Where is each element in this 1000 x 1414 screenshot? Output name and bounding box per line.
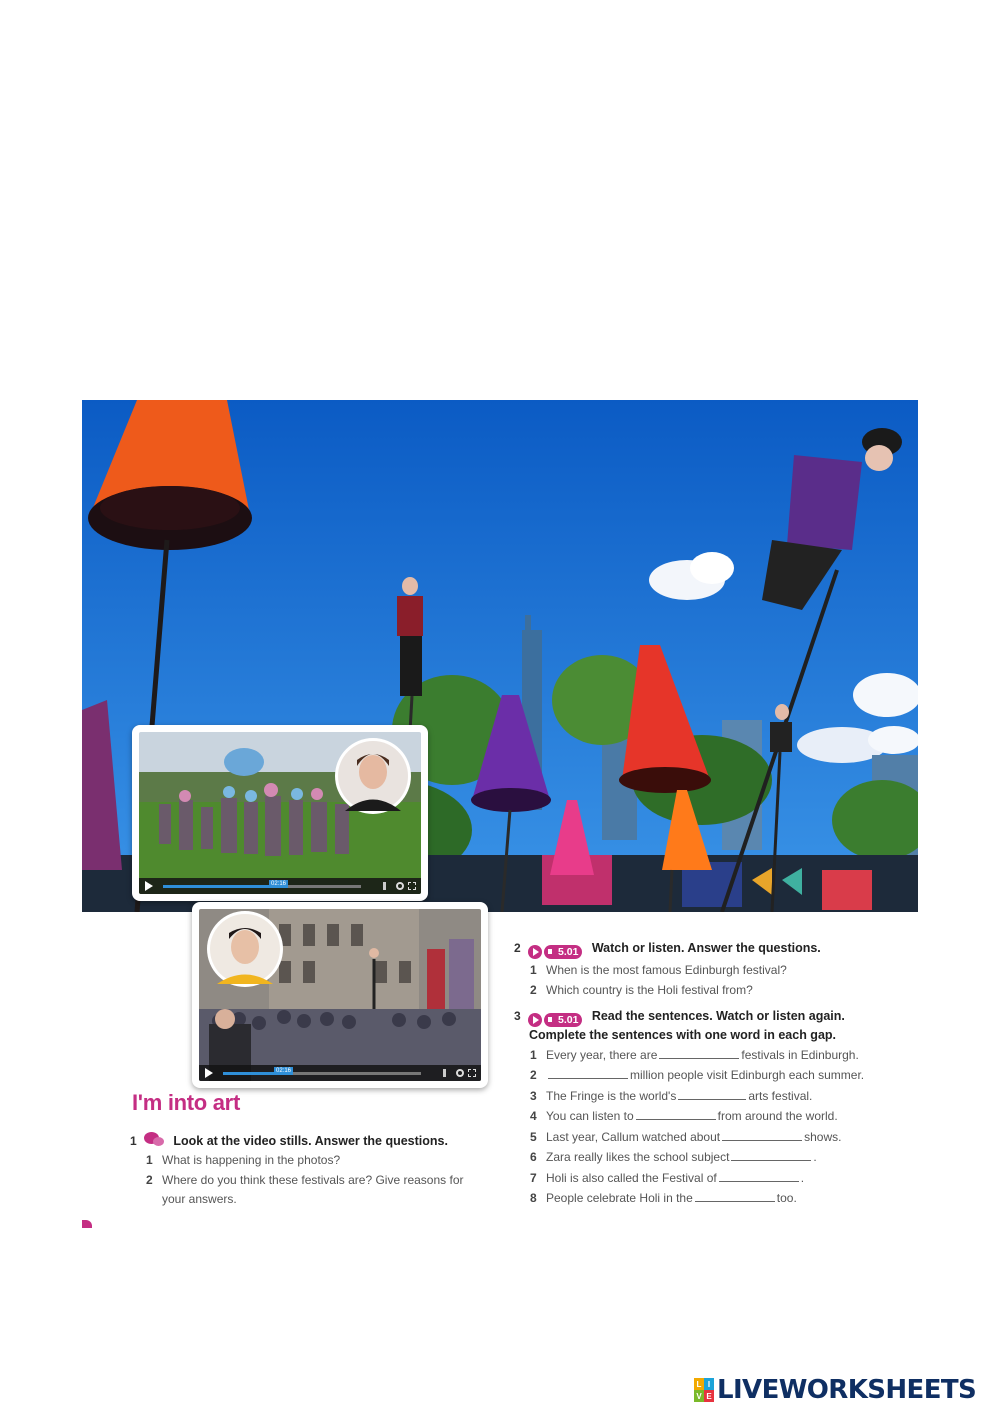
edinburgh-street-illustration xyxy=(199,909,481,1081)
exercise-1 xyxy=(130,1132,463,1209)
exercise-items xyxy=(146,1150,463,1209)
play-icon[interactable] xyxy=(145,881,153,891)
volume-icon[interactable] xyxy=(383,882,391,890)
answer-gap[interactable] xyxy=(731,1149,811,1161)
gap-fill-item: 5 Last year, Callum watched about shows. xyxy=(530,1129,842,1144)
textbook-page-image xyxy=(82,400,918,1228)
video-frame xyxy=(139,732,421,894)
answer-gap[interactable] xyxy=(659,1047,739,1059)
exercise-number: 2 xyxy=(514,941,521,955)
settings-icon[interactable] xyxy=(456,1069,464,1077)
exercise-items xyxy=(530,960,821,1001)
video-frame xyxy=(199,909,481,1081)
audio-track-badge: 5.01 xyxy=(544,945,582,959)
liveworksheets-logo xyxy=(694,1375,976,1405)
holi-crowd-illustration xyxy=(139,732,421,894)
answer-gap[interactable] xyxy=(722,1129,802,1141)
exercise-instruction: Read the sentences. Watch or listen again. xyxy=(591,1009,845,1023)
list-item: 1 When is the most famous Edinburgh festival? xyxy=(530,962,787,977)
progress-fill xyxy=(223,1072,278,1075)
gap-fill-item: 1 Every year, there are festivals in Edinburgh. xyxy=(530,1047,859,1062)
gap-fill-item: 6 Zara really likes the school subject . xyxy=(530,1150,817,1165)
gap-fill-item: 8 People celebrate Holi in the too. xyxy=(530,1191,797,1206)
media-icons xyxy=(528,1012,582,1027)
speech-bubbles-icon xyxy=(144,1132,164,1148)
answer-gap[interactable] xyxy=(548,1067,628,1079)
fullscreen-icon[interactable] xyxy=(408,882,416,890)
section-title: I'm into art xyxy=(132,1090,240,1115)
gap-fill-item: 7 Holi is also called the Festival of . xyxy=(530,1170,805,1185)
video-still-edinburgh[interactable] xyxy=(192,902,488,1088)
list-item: 2 Which country is the Holi festival from? xyxy=(530,983,753,998)
video-progress-bar[interactable] xyxy=(163,885,361,888)
exercise-number: 3 xyxy=(514,1009,521,1023)
settings-icon[interactable] xyxy=(396,882,404,890)
exercise-number: 1 xyxy=(130,1134,137,1148)
logo-text: LIVEWORKSHEETS xyxy=(717,1375,977,1405)
answer-gap[interactable] xyxy=(719,1170,799,1182)
video-player-controls xyxy=(199,1065,481,1081)
page-edge-tab xyxy=(82,1220,92,1228)
video-icon xyxy=(528,1013,542,1027)
video-player-controls xyxy=(139,878,421,894)
volume-icon[interactable] xyxy=(443,1069,451,1077)
logo-badge: L I V E xyxy=(694,1378,714,1402)
video-still-holi[interactable] xyxy=(132,725,428,901)
video-progress-bar[interactable] xyxy=(223,1072,421,1075)
progress-fill xyxy=(163,885,272,888)
gap-fill-item: 3 The Fringe is the world's arts festival. xyxy=(530,1088,813,1103)
exercise-3 xyxy=(514,1009,864,1209)
video-icon xyxy=(528,945,542,959)
exercise-instruction: Look at the video stills. Answer the questions. xyxy=(173,1134,448,1148)
audio-track-badge: 5.01 xyxy=(544,1013,582,1027)
list-item: 2 Where do you think these festivals are? Give reasons for your answers. xyxy=(146,1172,464,1206)
video-time-label: 02:16 xyxy=(276,1068,292,1074)
exercise-instruction-line2: Complete the sentences with one word in each gap. xyxy=(529,1027,837,1042)
fullscreen-icon[interactable] xyxy=(468,1069,476,1077)
exercise-items xyxy=(530,1045,864,1209)
answer-gap[interactable] xyxy=(678,1088,746,1100)
media-icons xyxy=(528,944,582,959)
answer-gap[interactable] xyxy=(636,1108,716,1120)
exercise-instruction: Watch or listen. Answer the questions. xyxy=(591,941,821,955)
exercise-2 xyxy=(514,941,821,1001)
gap-fill-item: 2 million people visit Edinburgh each summer. xyxy=(530,1068,865,1083)
play-icon[interactable] xyxy=(205,1068,213,1078)
list-item: 1 What is happening in the photos? xyxy=(146,1153,341,1167)
answer-gap[interactable] xyxy=(695,1190,775,1202)
gap-fill-item: 4 You can listen to from around the world. xyxy=(530,1109,838,1124)
video-time-label: 02:16 xyxy=(271,881,287,887)
